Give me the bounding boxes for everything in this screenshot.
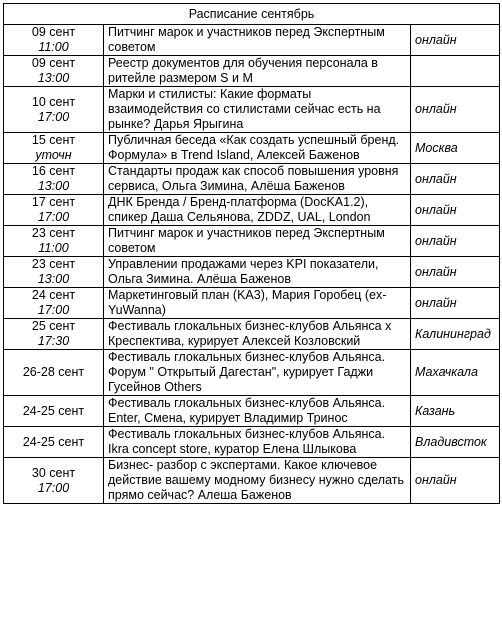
event-date: 25 сент [31,319,76,333]
event-date: 17 сент [31,195,76,209]
schedule-table [3,3,500,504]
table-row [4,396,500,427]
event-date: 09 сент [31,56,76,70]
table-row [4,226,500,257]
date-cell [4,195,104,226]
event-time: 17:00 [37,210,70,224]
event-title: Фестиваль глокальных бизнес-клубов Альянса. Ikra concept store, куратор Елена Шлыкова [104,427,411,458]
date-cell [4,427,104,458]
event-time: 11:00 [38,241,69,255]
event-title: Питчинг марок и участников перед Экспертным советом [104,25,411,56]
event-location: онлайн [411,25,500,56]
event-location: Москва [411,133,500,164]
event-date: 24-25 сент [22,434,85,449]
event-title: Фестиваль глокальных бизнес-клубов Альянса х Креспектива, курирует Алексей Козловский [104,319,411,350]
date-cell [4,458,104,504]
table-row [4,257,500,288]
event-time: 13:00 [37,272,70,286]
event-title: Питчинг марок и участников перед Экспертным советом [104,226,411,257]
event-date: 09 сент [31,25,76,39]
event-title: Управлении продажами через KPI показатели, Ольга Зимина. Алёша Баженов [104,257,411,288]
event-date: 26-28 сент [22,365,85,379]
event-title: Бизнес- разбор с экспертами. Какое ключевое действие вашему модному бизнесу нужно сделать прямо сейчас? Алеша Баженов [104,458,411,504]
event-time: 11:00 [38,40,69,54]
date-cell [4,164,104,195]
event-title: Марки и стилисты: Какие форматы взаимодействия со стилистами сейчас есть на рынке? Дарья Ярыгина [104,87,411,133]
date-cell [4,319,104,350]
event-time: 13:00 [37,179,70,193]
table-title: Расписание сентябрь [4,4,500,25]
date-cell [4,133,104,164]
event-date: 15 сент [31,133,76,147]
table-row [4,350,500,396]
title-row [4,4,500,25]
event-time: 13:00 [37,71,70,85]
table-row [4,288,500,319]
event-title: Фестиваль глокальных бизнес-клубов Альянса. Форум " Открытый Дагестан", курирует Гаджи Гусейнов Others [104,350,411,396]
date-cell [4,56,104,87]
event-date: 10 сент [31,94,76,109]
date-cell [4,87,104,133]
date-cell [4,257,104,288]
event-location: онлайн [411,226,500,257]
event-title: Реестр документов для обучения персонала в ритейле размером S и M [104,56,411,87]
event-location: онлайн [411,458,500,504]
event-time: 17:00 [37,303,70,317]
event-location: Казань [411,396,500,427]
date-cell [4,25,104,56]
event-location [411,56,500,87]
table-row [4,319,500,350]
date-cell [4,350,104,396]
event-title: ДНК Бренда / Бренд-платформа (DocKA1.2), спикер Даша Сельянова, ZDDZ, UAL, London [104,195,411,226]
event-date: 16 сент [31,164,76,178]
event-date: 24 сент [31,288,76,302]
event-title: Фестиваль глокальных бизнес-клубов Альянса. Enter, Смена, курирует Владимир Тринос [104,396,411,427]
event-location: онлайн [411,87,500,133]
event-title: Публичная беседа «Как создать успешный бренд. Формула» в Trend Island, Алексей Баженов [104,133,411,164]
table-row [4,56,500,87]
event-location: Калининград [411,319,500,350]
schedule-rows [4,25,500,504]
date-cell [4,288,104,319]
date-cell [4,396,104,427]
table-row [4,164,500,195]
event-time: уточн [35,148,72,162]
event-time: 17:30 [37,334,70,348]
event-date: 30 сент [31,465,76,480]
event-title: Маркетинговый план (KA3), Мария Горобец (ex-YuWanna) [104,288,411,319]
event-location: Владивсток [411,427,500,458]
event-location: онлайн [411,164,500,195]
event-title: Стандарты продаж как способ повышения уровня сервиса, Ольга Зимина, Алёша Баженов [104,164,411,195]
event-location: онлайн [411,257,500,288]
table-row [4,87,500,133]
table-row [4,458,500,504]
event-location: онлайн [411,288,500,319]
table-row [4,427,500,458]
date-cell [4,226,104,257]
table-row [4,25,500,56]
event-date: 23 сент [31,226,76,240]
event-location: Махачкала [411,350,500,396]
table-row [4,133,500,164]
event-date: 24-25 сент [22,403,85,418]
event-time: 17:00 [37,480,70,495]
event-location: онлайн [411,195,500,226]
event-time: 17:00 [37,109,70,124]
table-row [4,195,500,226]
event-date: 23 сент [31,257,76,271]
